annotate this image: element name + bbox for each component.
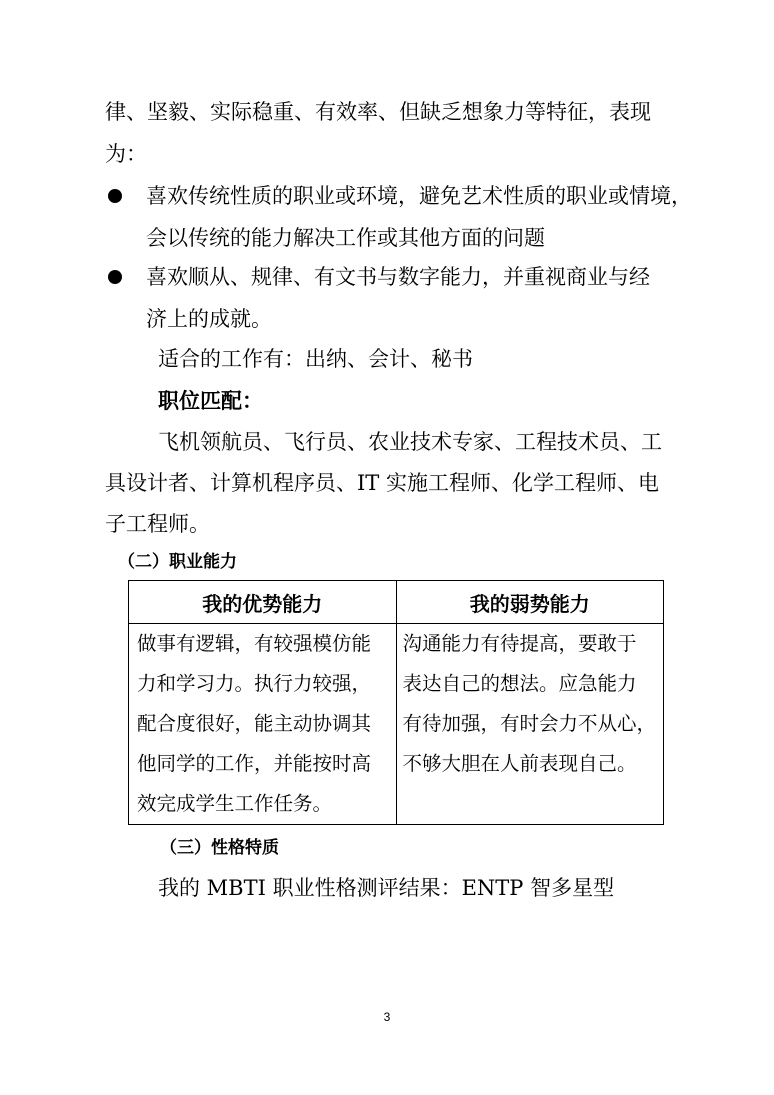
bullet-1-line-2: 会以传统的能力解决工作或其他方面的问题: [146, 226, 545, 250]
strengths-cell: [129, 624, 397, 825]
weakness-line: 有待加强，有时会力不从心，: [402, 712, 657, 735]
ability-table: [128, 580, 664, 825]
bullet-2-line-2: 济上的成就。: [146, 307, 272, 331]
suitable-jobs: 适合的工作有：出纳、会计、秘书: [158, 347, 473, 371]
job-match-line-1: 飞机领航员、飞行员、农业技术专家、工程技术员、工: [158, 430, 662, 454]
strength-line: 效完成学生工作任务。: [137, 792, 333, 815]
bullet-dot-icon: [108, 270, 122, 284]
job-match-heading: 职位匹配：: [158, 388, 263, 413]
ability-table-row: [129, 624, 664, 825]
strength-line: 配合度很好，能主动协调其: [137, 712, 372, 735]
weakness-line: 表达自己的想法。应急能力: [402, 672, 637, 695]
bullet-1-line-1: 喜欢传统性质的职业或环境，避免艺术性质的职业或情境，: [146, 184, 692, 208]
strength-line: 他同学的工作，并能按时高: [137, 752, 372, 775]
intro-line-1: 律、坚毅、实际稳重、有效率、但缺乏想象力等特征，表现: [105, 100, 651, 124]
weakness-line: 沟通能力有待提高，要敢于: [402, 632, 637, 655]
page-number: 3: [383, 1010, 391, 1024]
weaknesses-header: 我的弱势能力: [396, 581, 664, 624]
bullet-2-line-1: 喜欢顺从、规律、有文书与数字能力，并重视商业与经: [146, 265, 650, 289]
job-match-line-3: 子工程师。: [105, 512, 210, 536]
job-match-line-2: 具设计者、计算机程序员、IT 实施工程师、化学工程师、电: [105, 471, 659, 495]
mbti-result: 我的 MBTI 职业性格测评结果：ENTP 智多星型: [158, 876, 615, 900]
section-2-title: （二）职业能力: [118, 552, 237, 572]
intro-line-2: 为：: [105, 142, 147, 166]
strength-line: 力和学习力。执行力较强，: [137, 672, 372, 695]
weaknesses-cell: [396, 624, 664, 825]
strengths-header: 我的优势能力: [129, 581, 397, 624]
section-3-title: （三）性格特质: [160, 838, 279, 858]
ability-table-header-row: [129, 581, 664, 624]
bullet-dot-icon: [108, 189, 122, 203]
weakness-line: 不够大胆在人前表现自己。: [402, 752, 637, 775]
strength-line: 做事有逻辑，有较强模仿能: [137, 632, 372, 655]
